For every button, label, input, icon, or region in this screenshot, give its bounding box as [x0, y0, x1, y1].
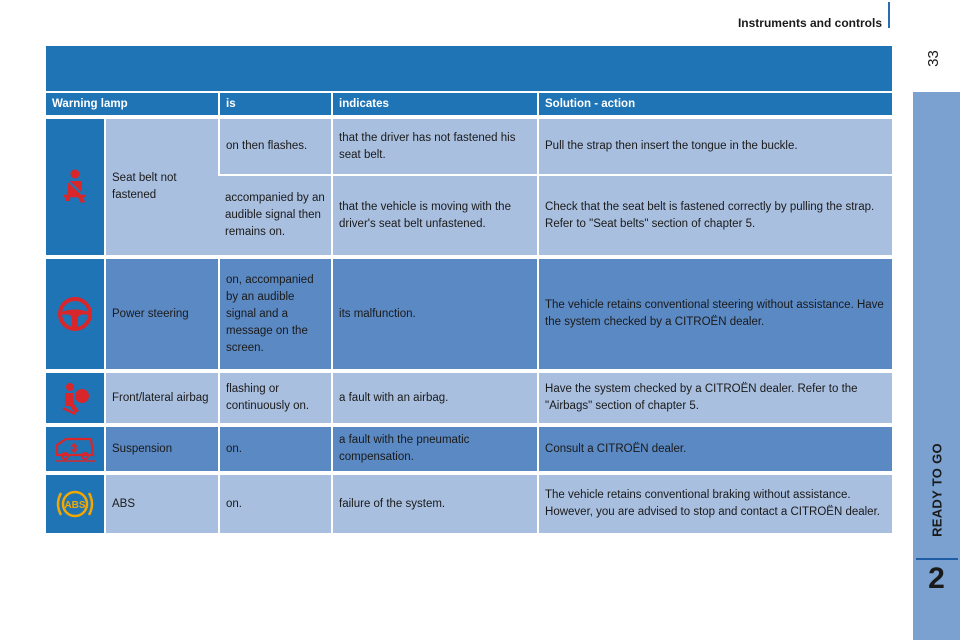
table-banner	[46, 46, 892, 91]
airbag-icon	[57, 380, 93, 416]
suspension-icon	[54, 435, 96, 463]
is-cell: on.	[219, 475, 332, 533]
solution-cell: Pull the strap then insert the tongue in the buckle.	[538, 119, 892, 175]
col-header-is: is	[219, 92, 332, 115]
lamp-icon-cell	[46, 373, 105, 423]
table-header-row	[46, 92, 892, 115]
table-row	[46, 427, 892, 471]
indicates-cell: that the driver has not fastened his seat belt.	[332, 119, 538, 175]
lamp-name: ABS	[105, 475, 219, 533]
is-cell: accompanied by an audible signal then remains on.	[219, 175, 332, 255]
lamp-icon-cell	[46, 427, 105, 471]
lamp-icon-cell	[46, 119, 105, 255]
indicates-cell: a fault with the pneumatic compensation.	[332, 427, 538, 471]
indicates-cell: failure of the system.	[332, 475, 538, 533]
is-cell: on then flashes.	[219, 119, 332, 175]
lamp-name: Power steering	[105, 259, 219, 369]
indicates-cell: a fault with an airbag.	[332, 373, 538, 423]
section-title: Instruments and controls	[737, 16, 882, 30]
is-cell: on, accompanied by an audible signal and a message on the screen.	[219, 259, 332, 369]
seat-belt-icon	[58, 168, 92, 206]
abs-icon-text: ABS	[64, 500, 86, 511]
solution-cell: Consult a CITROËN dealer.	[538, 427, 892, 471]
table-row	[46, 259, 892, 369]
solution-cell: The vehicle retains conventional steering without assistance. Have the system checked by a CITROËN dealer.	[538, 259, 892, 369]
chapter-label-text: READY TO GO	[929, 443, 944, 537]
is-cell: on.	[219, 427, 332, 471]
warning-lamp-table	[46, 91, 892, 533]
abs-icon	[54, 485, 96, 523]
steering-wheel-icon	[57, 296, 93, 332]
page-number: 33	[924, 50, 942, 67]
lamp-name: Seat belt not fastened	[105, 119, 219, 255]
indicates-cell: its malfunction.	[332, 259, 538, 369]
lamp-icon-cell	[46, 475, 105, 533]
table-row	[46, 475, 892, 533]
chapter-label	[913, 430, 960, 550]
chapter-number: 2	[928, 562, 945, 595]
lamp-icon-cell	[46, 259, 105, 369]
col-header-solution: Solution - action	[538, 92, 892, 115]
solution-cell: Check that the seat belt is fastened correctly by pulling the strap. Refer to "Seat belts" section of chapter 5.	[538, 175, 892, 255]
is-cell: flashing or continuously on.	[219, 373, 332, 423]
table-row	[46, 373, 892, 423]
lamp-name: Front/lateral airbag	[105, 373, 219, 423]
solution-cell: The vehicle retains conventional braking without assistance. However, you are advised to stop and contact a CITROËN dealer.	[538, 475, 892, 533]
solution-cell: Have the system checked by a CITROËN dealer. Refer to the "Airbags" section of chapter 5.	[538, 373, 892, 423]
header-rule	[888, 2, 890, 28]
col-header-warning-lamp: Warning lamp	[46, 92, 219, 115]
indicates-cell: that the vehicle is moving with the driver's seat belt unfastened.	[332, 175, 538, 255]
table-row	[46, 119, 892, 175]
lamp-name: Suspension	[105, 427, 219, 471]
col-header-indicates: indicates	[332, 92, 538, 115]
chapter-separator	[916, 558, 958, 560]
